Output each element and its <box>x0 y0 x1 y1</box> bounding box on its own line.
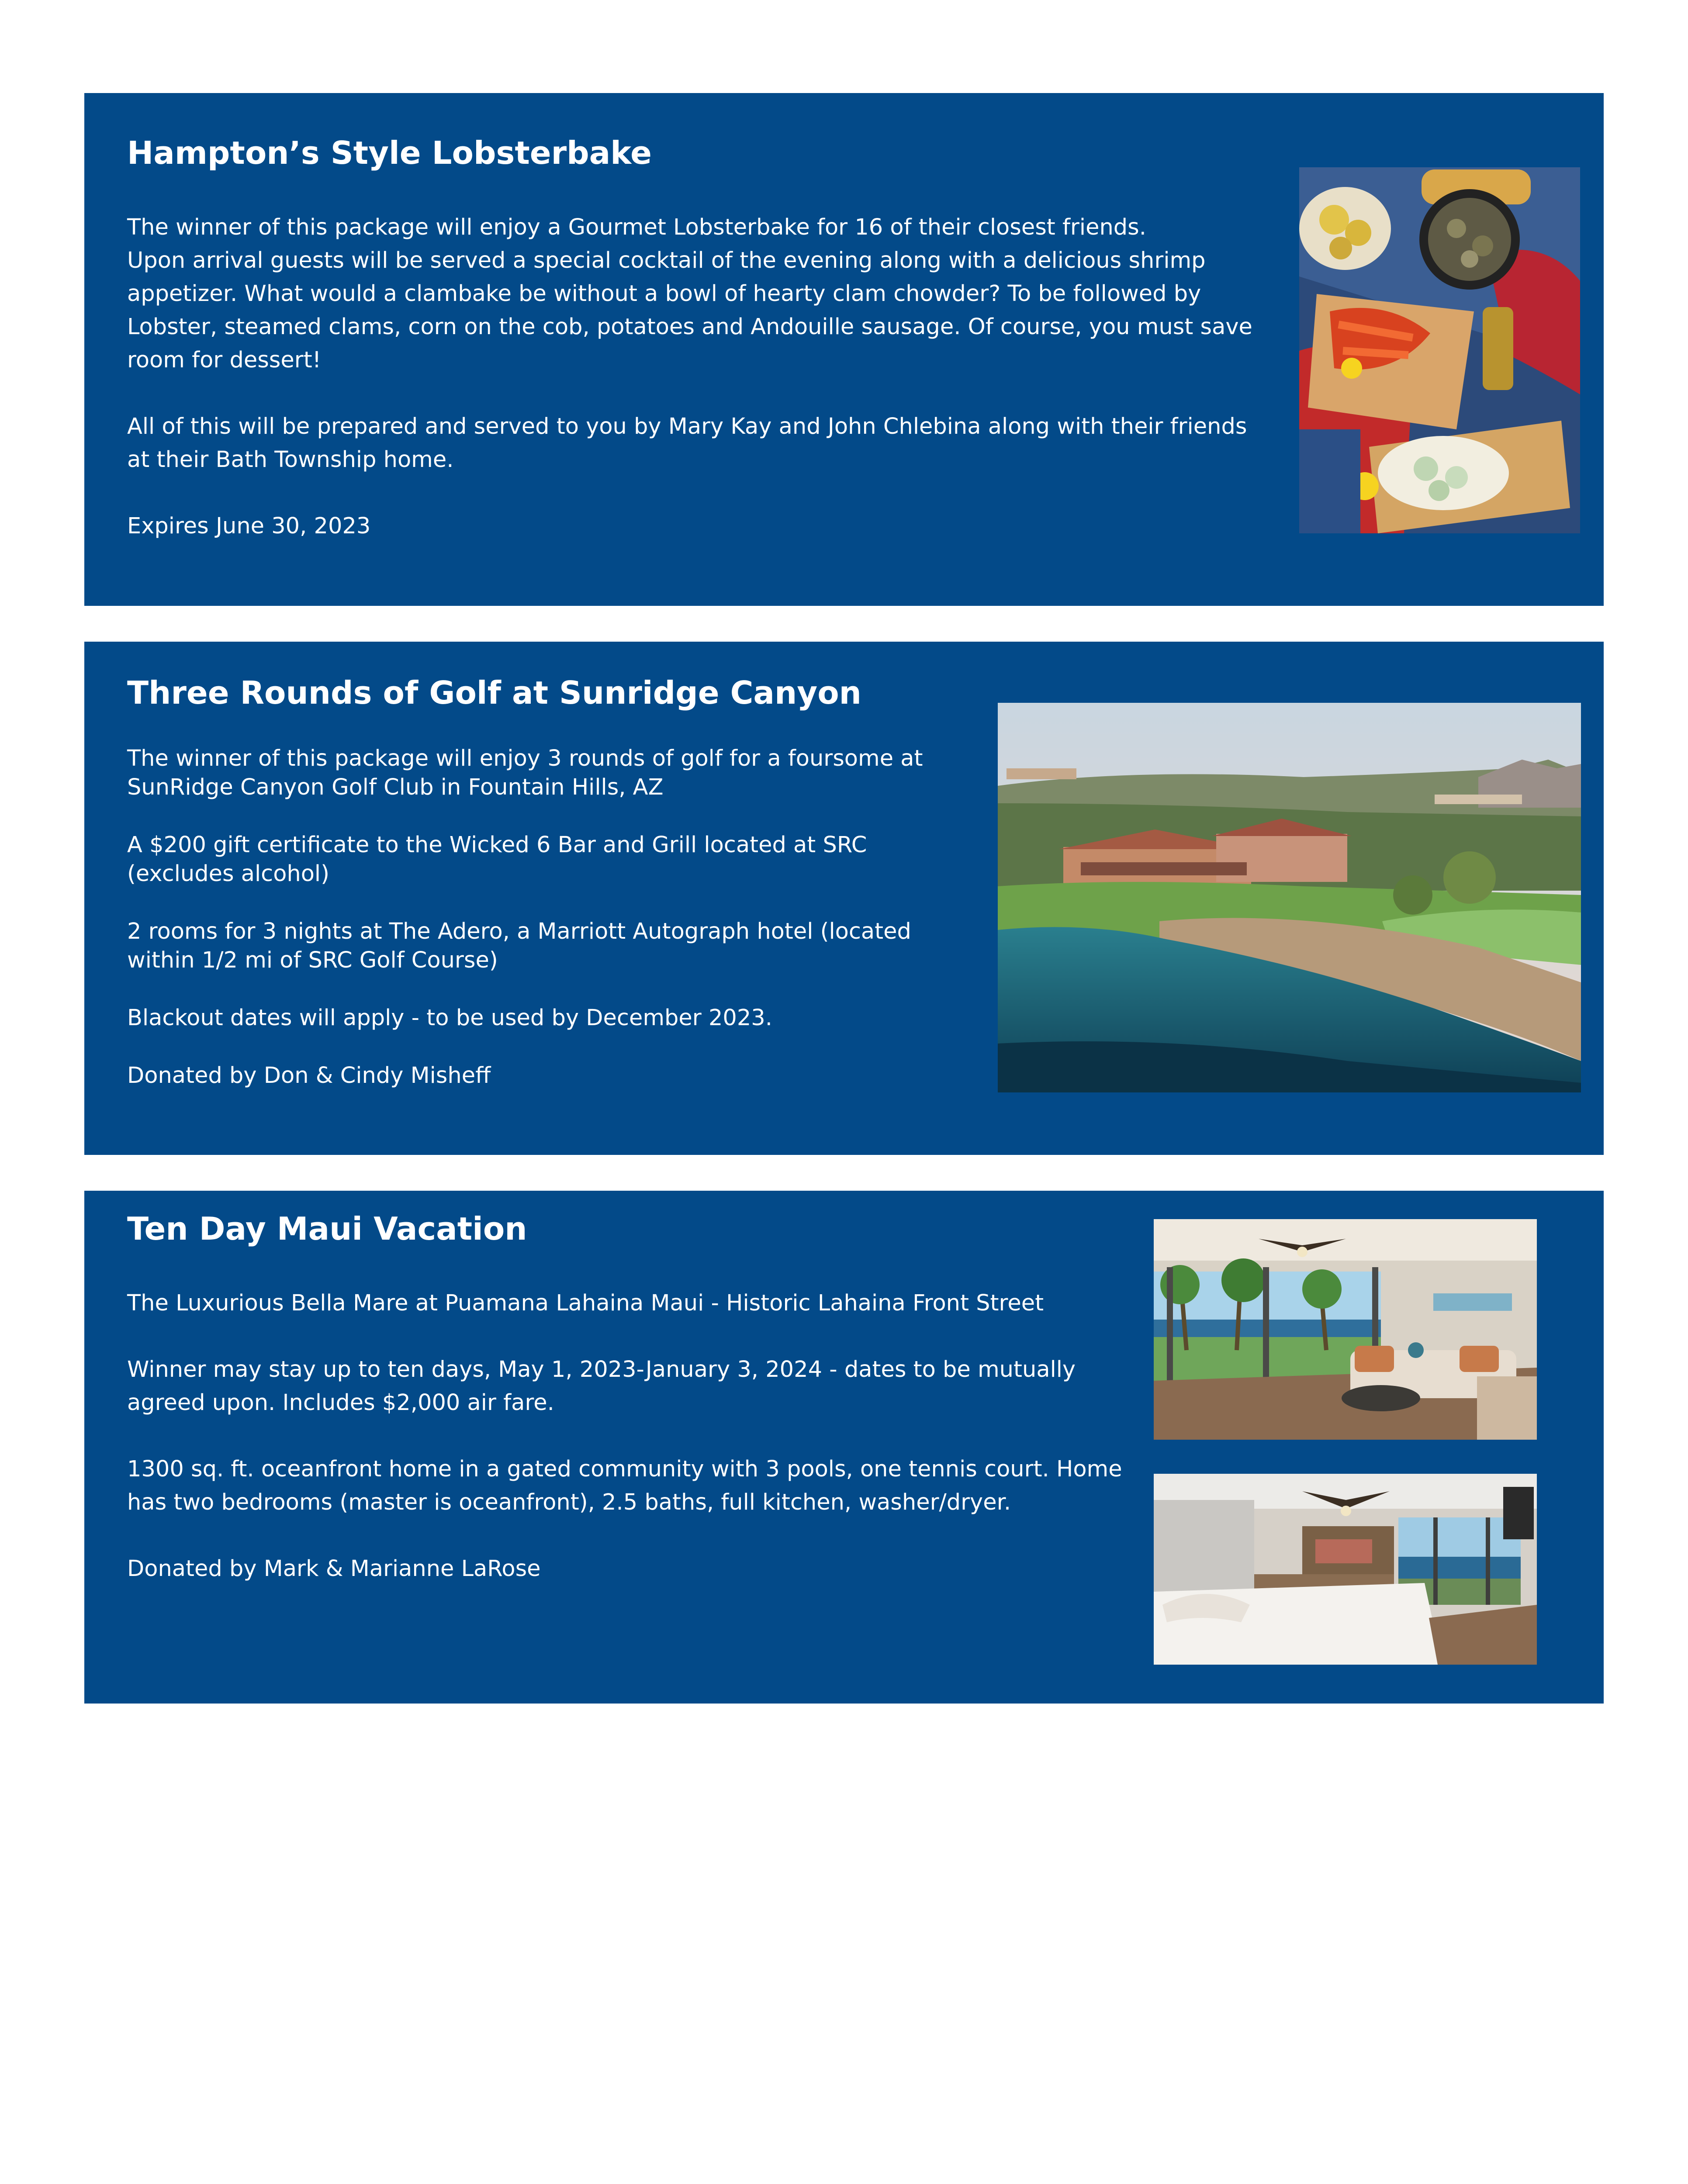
lobster-feast-photo <box>1299 167 1580 533</box>
golf-title: Three Rounds of Golf at Sunridge Canyon <box>127 674 861 711</box>
lobsterbake-hosts: All of this will be prepared and served to you by Mary Kay and John Chlebina along with their friends at their Bath Township home. <box>127 414 1247 473</box>
golf-hotel: 2 rooms for 3 nights at The Adero, a Marriott Autograph hotel (located within 1/2 mi of SRC Golf Course) <box>127 919 911 973</box>
maui-description <box>127 1287 1132 1586</box>
golf-blackout: Blackout dates will apply - to be used by December 2023. <box>127 1005 772 1031</box>
maui-title: Ten Day Maui Vacation <box>127 1210 527 1247</box>
lobsterbake-title: Hampton’s Style Lobsterbake <box>127 135 652 171</box>
maui-home-details: 1300 sq. ft. oceanfront home in a gated community with 3 pools, one tennis court. Home has two bedrooms (master is oceanfront), 2.5 baths, full kitchen, washer/dryer. <box>127 1456 1122 1515</box>
maui-property: The Luxurious Bella Mare at Puamana Lahaina Maui - Historic Lahaina Front Street <box>127 1290 1044 1316</box>
lobsterbake-description <box>127 211 1276 543</box>
lobsterbake-card <box>84 93 1604 606</box>
maui-dates: Winner may stay up to ten days, May 1, 2023-January 3, 2024 - dates to be mutually agreed upon. Includes $2,000 air fare. <box>127 1357 1076 1416</box>
lobsterbake-intro: The winner of this package will enjoy a Gourmet Lobsterbake for 16 of their closest friends. <box>127 214 1146 240</box>
living-room-photo <box>1154 1219 1537 1440</box>
golf-rounds: The winner of this package will enjoy 3 rounds of golf for a foursome at SunRidge Canyon Golf Club in Fountain Hills, AZ <box>127 746 923 800</box>
lobsterbake-expiration: Expires June 30, 2023 <box>127 513 371 539</box>
lobsterbake-menu: Upon arrival guests will be served a special cocktail of the evening along with a delicious shrimp appetizer. What would a clambake be without a bowl of hearty clam chowder? To be followed by Lobster, steamed clams, corn on the cob, potatoes and Andouille sausage. Of course, you must save room for dessert! <box>127 248 1252 373</box>
lobsterbake-paragraph <box>127 211 1276 377</box>
golf-description <box>127 744 979 1090</box>
golf-donor: Donated by Don & Cindy Misheff <box>127 1063 491 1089</box>
maui-donor: Donated by Mark & Marianne LaRose <box>127 1556 541 1582</box>
golf-clubhouse-photo <box>998 703 1581 1092</box>
golf-gift-certificate: A $200 gift certificate to the Wicked 6 Bar and Grill located at SRC (excludes alcohol) <box>127 832 867 887</box>
bedroom-photo <box>1154 1474 1537 1665</box>
golf-card <box>84 642 1604 1155</box>
maui-card <box>84 1191 1604 1704</box>
